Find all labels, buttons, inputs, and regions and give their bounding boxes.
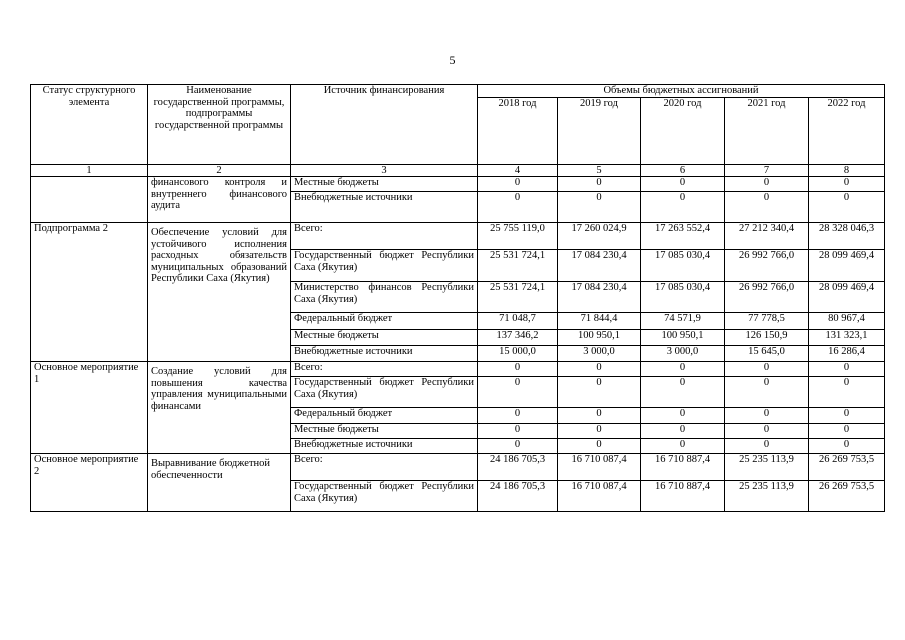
column-number: 1 (31, 164, 148, 177)
page-number: 5 (449, 53, 456, 67)
value-cell: 0 (809, 192, 885, 223)
source-cell: Всего: (291, 454, 478, 481)
source-cell: Местные бюджеты (291, 330, 478, 346)
value-cell: 27 212 340,4 (725, 223, 809, 250)
value-cell: 0 (641, 439, 725, 454)
name-cell: Выравнивание бюджетной обеспеченности (148, 454, 291, 512)
source-cell: Всего: (291, 223, 478, 250)
value-cell: 3 000,0 (641, 346, 725, 362)
value-cell: 0 (725, 424, 809, 439)
value-cell: 17 263 552,4 (641, 223, 725, 250)
value-cell: 131 323,1 (809, 330, 885, 346)
source-cell: Федеральный бюджет (291, 408, 478, 424)
value-cell: 17 085 030,4 (641, 282, 725, 313)
value-cell: 25 235 113,9 (725, 454, 809, 481)
table-row (31, 177, 885, 192)
value-cell: 0 (641, 377, 725, 408)
status-cell (31, 177, 148, 223)
value-cell: 16 710 887,4 (641, 481, 725, 512)
value-cell: 0 (558, 439, 641, 454)
table-row (31, 223, 885, 250)
value-cell: 0 (725, 377, 809, 408)
value-cell: 16 710 087,4 (558, 481, 641, 512)
value-cell: 26 269 753,5 (809, 481, 885, 512)
column-number: 2 (148, 164, 291, 177)
column-number-row (31, 164, 885, 177)
status-cell: Основное мероприятие 2 (31, 454, 148, 512)
value-cell: 0 (725, 362, 809, 377)
header-row-top (31, 85, 885, 98)
value-cell: 16 710 087,4 (558, 454, 641, 481)
column-number: 8 (809, 164, 885, 177)
value-cell: 71 844,4 (558, 313, 641, 330)
source-cell: Государственный бюджет Республики Саха (Якутия) (291, 481, 478, 512)
source-cell: Местные бюджеты (291, 177, 478, 192)
table-row (31, 362, 885, 377)
source-cell: Внебюджетные источники (291, 346, 478, 362)
value-cell: 24 186 705,3 (478, 481, 558, 512)
header-source: Источник финансирования (291, 85, 478, 165)
column-number: 3 (291, 164, 478, 177)
value-cell: 17 260 024,9 (558, 223, 641, 250)
value-cell: 26 269 753,5 (809, 454, 885, 481)
value-cell: 0 (809, 408, 885, 424)
value-cell: 25 235 113,9 (725, 481, 809, 512)
value-cell: 0 (478, 424, 558, 439)
value-cell: 0 (558, 424, 641, 439)
value-cell: 24 186 705,3 (478, 454, 558, 481)
value-cell: 0 (725, 408, 809, 424)
value-cell: 0 (558, 192, 641, 223)
header-year: 2021 год (725, 97, 809, 164)
value-cell: 100 950,1 (641, 330, 725, 346)
value-cell: 16 710 887,4 (641, 454, 725, 481)
value-cell: 0 (558, 177, 641, 192)
value-cell: 0 (558, 408, 641, 424)
value-cell: 0 (478, 439, 558, 454)
value-cell: 15 645,0 (725, 346, 809, 362)
column-number: 4 (478, 164, 558, 177)
value-cell: 25 531 724,1 (478, 250, 558, 282)
value-cell: 0 (478, 362, 558, 377)
column-number: 6 (641, 164, 725, 177)
value-cell: 0 (809, 362, 885, 377)
header-year: 2022 год (809, 97, 885, 164)
name-cell: Обеспечение условий для устойчивого исполнения расходных обязательств муниципальных образований Республики Саха (Якутия) (148, 223, 291, 362)
value-cell: 74 571,9 (641, 313, 725, 330)
header-year: 2020 год (641, 97, 725, 164)
value-cell: 0 (478, 192, 558, 223)
value-cell: 0 (809, 177, 885, 192)
value-cell: 16 286,4 (809, 346, 885, 362)
value-cell: 28 328 046,3 (809, 223, 885, 250)
value-cell: 126 150,9 (725, 330, 809, 346)
source-cell: Всего: (291, 362, 478, 377)
source-cell: Местные бюджеты (291, 424, 478, 439)
header-name: Наименование государственной программы, подпрограммы государственной программы (148, 85, 291, 165)
value-cell: 71 048,7 (478, 313, 558, 330)
value-cell: 0 (725, 177, 809, 192)
column-number: 7 (725, 164, 809, 177)
header-year: 2018 год (478, 97, 558, 164)
source-cell: Государственный бюджет Республики Саха (Якутия) (291, 377, 478, 408)
header-status: Статус структурного элемента (31, 85, 148, 165)
value-cell: 17 084 230,4 (558, 282, 641, 313)
value-cell: 0 (641, 424, 725, 439)
value-cell: 28 099 469,4 (809, 250, 885, 282)
status-cell: Подпрограмма 2 (31, 223, 148, 362)
value-cell: 0 (641, 362, 725, 377)
source-cell: Министерство финансов Республики Саха (Якутия) (291, 282, 478, 313)
budget-allocation-table (30, 84, 885, 512)
value-cell: 25 531 724,1 (478, 282, 558, 313)
value-cell: 26 992 766,0 (725, 282, 809, 313)
value-cell: 3 000,0 (558, 346, 641, 362)
value-cell: 0 (641, 408, 725, 424)
source-cell: Федеральный бюджет (291, 313, 478, 330)
value-cell: 0 (478, 177, 558, 192)
value-cell: 26 992 766,0 (725, 250, 809, 282)
value-cell: 0 (809, 377, 885, 408)
name-cell: Создание условий для повышения качества управления муниципальными финансами (148, 362, 291, 454)
value-cell: 28 099 469,4 (809, 282, 885, 313)
value-cell: 0 (725, 192, 809, 223)
name-cell: финансового контроля и внутреннего финансового аудита (148, 177, 291, 223)
value-cell: 0 (478, 408, 558, 424)
value-cell: 0 (478, 377, 558, 408)
value-cell: 0 (558, 377, 641, 408)
header-volumes: Объемы бюджетных ассигнований (478, 85, 885, 98)
value-cell: 15 000,0 (478, 346, 558, 362)
value-cell: 17 085 030,4 (641, 250, 725, 282)
value-cell: 137 346,2 (478, 330, 558, 346)
table-row (31, 454, 885, 481)
value-cell: 0 (809, 424, 885, 439)
value-cell: 80 967,4 (809, 313, 885, 330)
column-number: 5 (558, 164, 641, 177)
header-year: 2019 год (558, 97, 641, 164)
source-cell: Государственный бюджет Республики Саха (Якутия) (291, 250, 478, 282)
value-cell: 0 (641, 192, 725, 223)
value-cell: 0 (641, 177, 725, 192)
source-cell: Внебюджетные источники (291, 439, 478, 454)
value-cell: 0 (725, 439, 809, 454)
source-cell: Внебюджетные источники (291, 192, 478, 223)
value-cell: 25 755 119,0 (478, 223, 558, 250)
value-cell: 17 084 230,4 (558, 250, 641, 282)
value-cell: 100 950,1 (558, 330, 641, 346)
status-cell: Основное мероприятие 1 (31, 362, 148, 454)
value-cell: 0 (558, 362, 641, 377)
value-cell: 77 778,5 (725, 313, 809, 330)
value-cell: 0 (809, 439, 885, 454)
